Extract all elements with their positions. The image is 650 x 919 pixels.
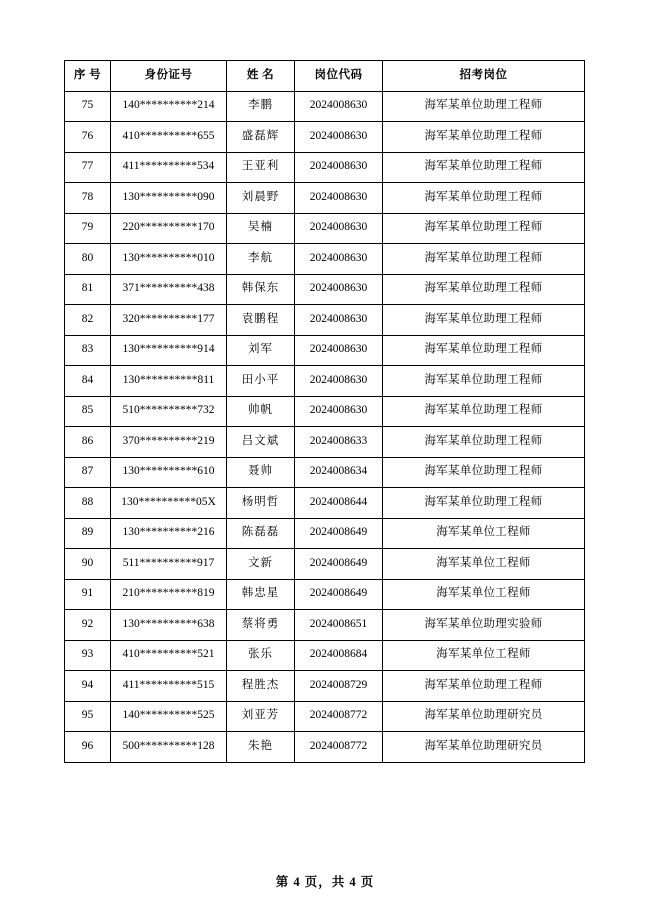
cell-sequence: 94 <box>65 671 111 702</box>
cell-id-number: 130**********010 <box>111 244 227 275</box>
cell-name: 陈磊磊 <box>227 518 295 549</box>
column-header-post-code: 岗位代码 <box>295 61 383 92</box>
table-row <box>65 91 585 122</box>
cell-post: 海军某单位助理工程师 <box>383 488 585 519</box>
cell-sequence: 76 <box>65 122 111 153</box>
cell-name: 吕文斌 <box>227 427 295 458</box>
table-row <box>65 671 585 702</box>
cell-post-code: 2024008634 <box>295 457 383 488</box>
table-row <box>65 274 585 305</box>
cell-id-number: 411**********534 <box>111 152 227 183</box>
table-row <box>65 152 585 183</box>
cell-post: 海军某单位助理工程师 <box>383 457 585 488</box>
cell-post-code: 2024008649 <box>295 518 383 549</box>
cell-id-number: 370**********219 <box>111 427 227 458</box>
table-row <box>65 335 585 366</box>
cell-id-number: 410**********521 <box>111 640 227 671</box>
cell-post: 海军某单位助理工程师 <box>383 366 585 397</box>
cell-name: 韩保东 <box>227 274 295 305</box>
cell-sequence: 93 <box>65 640 111 671</box>
cell-id-number: 130**********914 <box>111 335 227 366</box>
cell-post-code: 2024008630 <box>295 152 383 183</box>
cell-post-code: 2024008684 <box>295 640 383 671</box>
table-header-row <box>65 61 585 92</box>
cell-id-number: 130**********216 <box>111 518 227 549</box>
cell-sequence: 91 <box>65 579 111 610</box>
cell-sequence: 87 <box>65 457 111 488</box>
cell-post-code: 2024008630 <box>295 213 383 244</box>
cell-id-number: 130**********05X <box>111 488 227 519</box>
cell-id-number: 510**********732 <box>111 396 227 427</box>
cell-post: 海军某单位助理工程师 <box>383 122 585 153</box>
cell-sequence: 96 <box>65 732 111 763</box>
table-row <box>65 610 585 641</box>
cell-post-code: 2024008649 <box>295 549 383 580</box>
column-header-name: 姓 名 <box>227 61 295 92</box>
table-row <box>65 183 585 214</box>
cell-id-number: 130**********811 <box>111 366 227 397</box>
cell-sequence: 85 <box>65 396 111 427</box>
table-row <box>65 305 585 336</box>
table-row <box>65 732 585 763</box>
cell-name: 张乐 <box>227 640 295 671</box>
cell-id-number: 130**********090 <box>111 183 227 214</box>
cell-post-code: 2024008644 <box>295 488 383 519</box>
cell-sequence: 78 <box>65 183 111 214</box>
table-row <box>65 488 585 519</box>
cell-post: 海军某单位助理工程师 <box>383 427 585 458</box>
cell-name: 盛磊辉 <box>227 122 295 153</box>
cell-post: 海军某单位助理工程师 <box>383 152 585 183</box>
cell-sequence: 83 <box>65 335 111 366</box>
cell-sequence: 79 <box>65 213 111 244</box>
cell-post-code: 2024008630 <box>295 396 383 427</box>
cell-post: 海军某单位助理工程师 <box>383 335 585 366</box>
cell-post-code: 2024008633 <box>295 427 383 458</box>
cell-post-code: 2024008630 <box>295 244 383 275</box>
cell-post-code: 2024008630 <box>295 274 383 305</box>
cell-sequence: 92 <box>65 610 111 641</box>
cell-post-code: 2024008630 <box>295 183 383 214</box>
cell-id-number: 500**********128 <box>111 732 227 763</box>
table-row <box>65 396 585 427</box>
cell-name: 朱艳 <box>227 732 295 763</box>
cell-name: 李航 <box>227 244 295 275</box>
cell-name: 袁鹏程 <box>227 305 295 336</box>
cell-post: 海军某单位助理研究员 <box>383 701 585 732</box>
table-row <box>65 579 585 610</box>
cell-sequence: 84 <box>65 366 111 397</box>
cell-sequence: 82 <box>65 305 111 336</box>
cell-sequence: 75 <box>65 91 111 122</box>
cell-sequence: 86 <box>65 427 111 458</box>
cell-post: 海军某单位工程师 <box>383 549 585 580</box>
cell-sequence: 89 <box>65 518 111 549</box>
table-body <box>65 91 585 762</box>
cell-id-number: 410**********655 <box>111 122 227 153</box>
table-row <box>65 244 585 275</box>
table-row <box>65 427 585 458</box>
table-row <box>65 122 585 153</box>
cell-post-code: 2024008630 <box>295 91 383 122</box>
cell-name: 杨明哲 <box>227 488 295 519</box>
table-row <box>65 701 585 732</box>
cell-post: 海军某单位助理工程师 <box>383 91 585 122</box>
cell-post-code: 2024008729 <box>295 671 383 702</box>
cell-id-number: 130**********610 <box>111 457 227 488</box>
cell-name: 聂帅 <box>227 457 295 488</box>
cell-post: 海军某单位助理工程师 <box>383 213 585 244</box>
cell-sequence: 80 <box>65 244 111 275</box>
cell-post-code: 2024008630 <box>295 305 383 336</box>
cell-id-number: 371**********438 <box>111 274 227 305</box>
cell-post-code: 2024008630 <box>295 335 383 366</box>
cell-post: 海军某单位助理实验师 <box>383 610 585 641</box>
cell-post-code: 2024008772 <box>295 732 383 763</box>
cell-name: 韩忠星 <box>227 579 295 610</box>
cell-id-number: 130**********638 <box>111 610 227 641</box>
cell-id-number: 511**********917 <box>111 549 227 580</box>
table-row <box>65 640 585 671</box>
cell-id-number: 210**********819 <box>111 579 227 610</box>
cell-name: 刘军 <box>227 335 295 366</box>
cell-sequence: 95 <box>65 701 111 732</box>
cell-sequence: 88 <box>65 488 111 519</box>
cell-post-code: 2024008630 <box>295 122 383 153</box>
cell-post: 海军某单位工程师 <box>383 579 585 610</box>
column-header-post: 招考岗位 <box>383 61 585 92</box>
table-row <box>65 457 585 488</box>
cell-post: 海军某单位工程师 <box>383 640 585 671</box>
table-row <box>65 366 585 397</box>
cell-sequence: 77 <box>65 152 111 183</box>
cell-post: 海军某单位助理工程师 <box>383 671 585 702</box>
cell-name: 蔡将勇 <box>227 610 295 641</box>
cell-name: 吴楠 <box>227 213 295 244</box>
roster-table-container <box>64 60 584 763</box>
table-row <box>65 518 585 549</box>
table-row <box>65 549 585 580</box>
cell-post-code: 2024008630 <box>295 366 383 397</box>
cell-id-number: 140**********214 <box>111 91 227 122</box>
cell-sequence: 90 <box>65 549 111 580</box>
cell-post-code: 2024008651 <box>295 610 383 641</box>
cell-post-code: 2024008772 <box>295 701 383 732</box>
cell-post: 海军某单位助理研究员 <box>383 732 585 763</box>
cell-name: 李鹏 <box>227 91 295 122</box>
cell-post: 海军某单位助理工程师 <box>383 183 585 214</box>
roster-table <box>64 60 585 763</box>
cell-sequence: 81 <box>65 274 111 305</box>
cell-post: 海军某单位助理工程师 <box>383 305 585 336</box>
page-footer: 第 4 页，共 4 页 <box>275 875 375 889</box>
cell-post: 海军某单位工程师 <box>383 518 585 549</box>
cell-name: 王亚利 <box>227 152 295 183</box>
cell-id-number: 320**********177 <box>111 305 227 336</box>
table-row <box>65 213 585 244</box>
cell-name: 刘晨野 <box>227 183 295 214</box>
table-header <box>65 61 585 92</box>
cell-post: 海军某单位助理工程师 <box>383 244 585 275</box>
cell-name: 程胜杰 <box>227 671 295 702</box>
cell-post-code: 2024008649 <box>295 579 383 610</box>
cell-name: 田小平 <box>227 366 295 397</box>
cell-post: 海军某单位助理工程师 <box>383 274 585 305</box>
column-header-sequence: 序 号 <box>65 61 111 92</box>
cell-name: 文新 <box>227 549 295 580</box>
cell-id-number: 411**********515 <box>111 671 227 702</box>
cell-id-number: 220**********170 <box>111 213 227 244</box>
cell-post: 海军某单位助理工程师 <box>383 396 585 427</box>
column-header-id-number: 身份证号 <box>111 61 227 92</box>
cell-id-number: 140**********525 <box>111 701 227 732</box>
cell-name: 帅帆 <box>227 396 295 427</box>
cell-name: 刘亚芳 <box>227 701 295 732</box>
